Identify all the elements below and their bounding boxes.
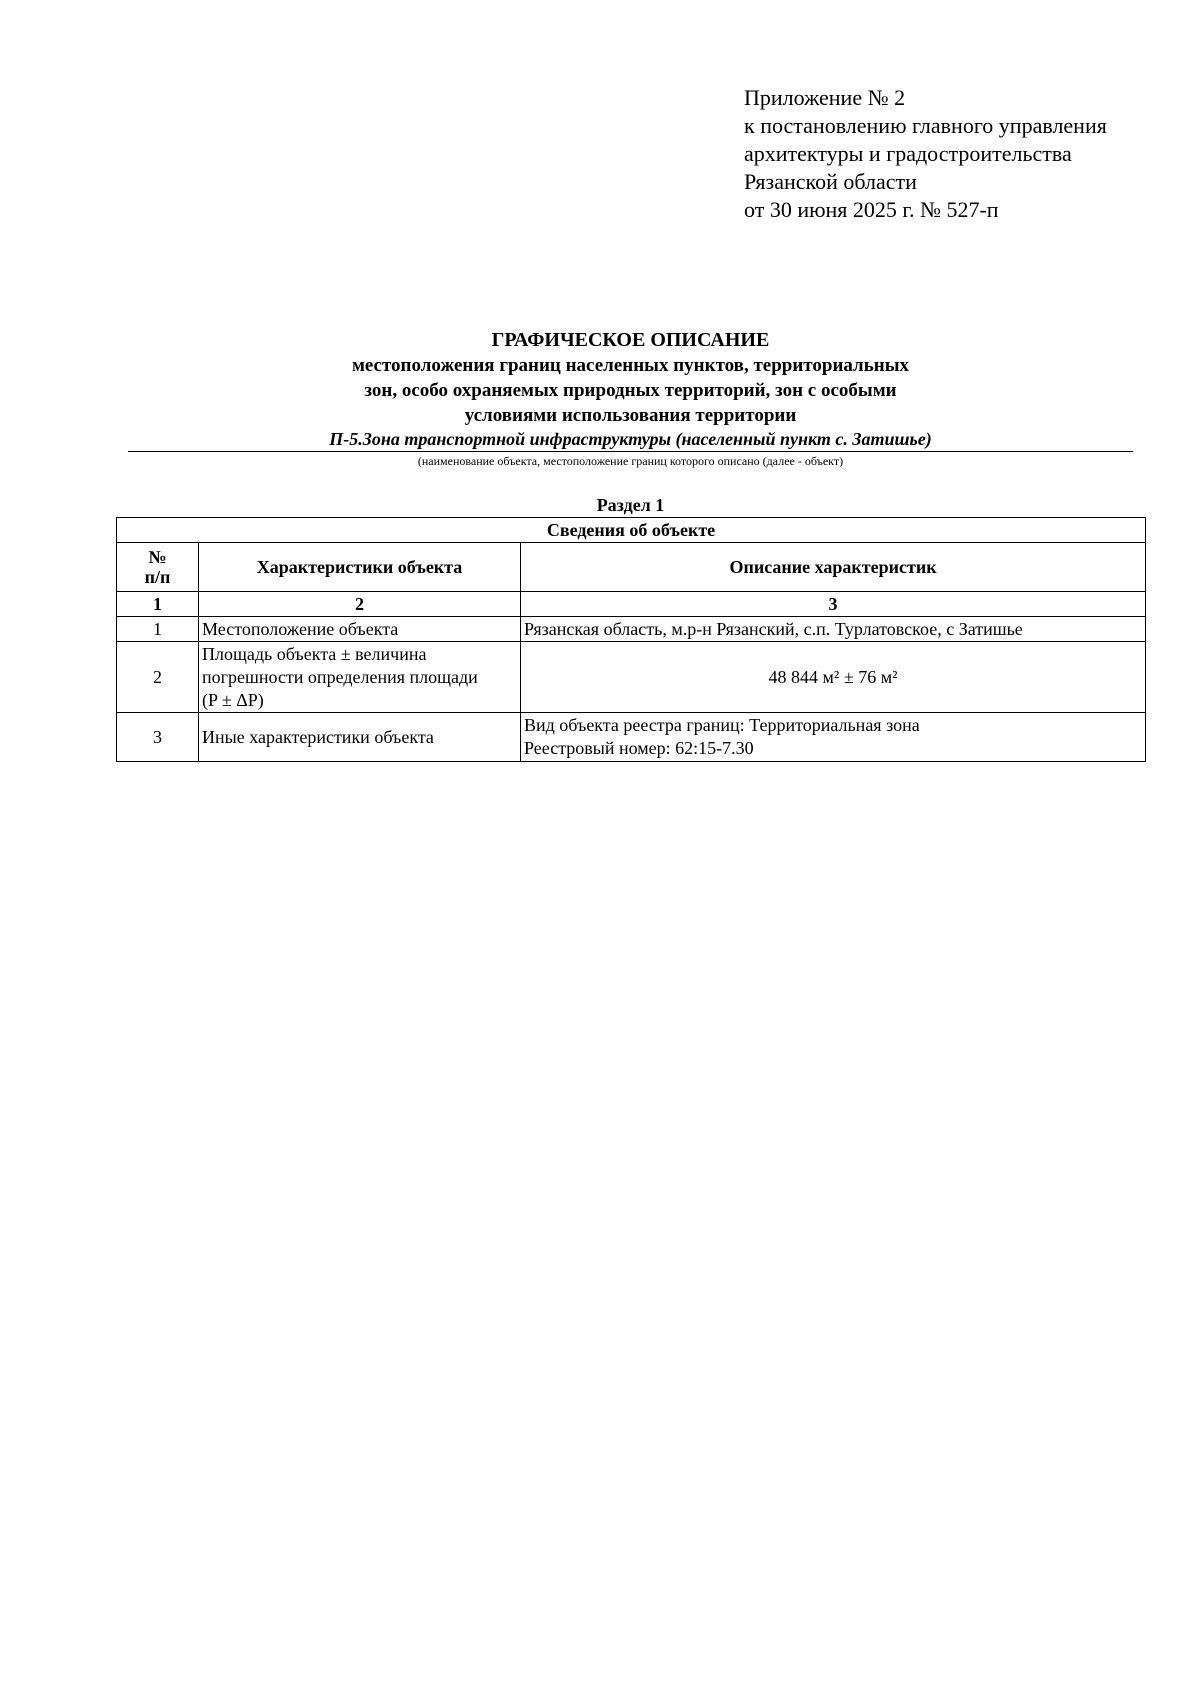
row-characteristic: Иные характеристики объекта (199, 713, 521, 762)
header-num-line: п/п (144, 567, 171, 587)
appendix-line: Приложение № 2 (744, 85, 906, 110)
row-num: 1 (117, 617, 199, 642)
column-number: 3 (521, 592, 1146, 617)
table-row (117, 642, 1146, 713)
object-name: П-5.Зона транспортной инфраструктуры (населенный пункт с. Затишье) (128, 428, 1133, 452)
row-description: 48 844 м² ± 76 м² (521, 642, 1146, 713)
appendix-line: от 30 июня 2025 г. № 527-п (744, 197, 999, 222)
document-subtitle-line: местоположения границ населенных пунктов, территориальных (351, 355, 910, 376)
document-subtitle-line: зон, особо охраняемых природных территорий, зон с особыми (364, 380, 897, 401)
object-name-caption: (наименование объекта, местоположение границ которого описано (далее - объект) (417, 454, 844, 468)
row-characteristic-line: погрешности определения площади (202, 666, 478, 687)
section-title: Раздел 1 (596, 495, 665, 515)
header-description: Описание характеристик (521, 543, 1146, 592)
table-caption: Сведения об объекте (117, 518, 1146, 543)
row-num: 3 (117, 713, 199, 762)
header-num (117, 543, 199, 592)
appendix-line: к постановлению главного управления (744, 113, 1107, 138)
table-row (117, 713, 1146, 762)
table-caption-row (117, 518, 1146, 543)
column-number: 1 (117, 592, 199, 617)
appendix-header (744, 84, 1107, 224)
appendix-line: архитектуры и градостроительства (744, 141, 1072, 166)
row-description-line: Вид объекта реестра границ: Территориальная зона (524, 715, 920, 735)
appendix-line: Рязанской области (744, 169, 917, 194)
column-number: 2 (199, 592, 521, 617)
header-num-line: № (148, 547, 167, 567)
row-description (521, 713, 1146, 762)
header-characteristics: Характеристики объекта (199, 543, 521, 592)
row-description: Рязанская область, м.р-н Рязанский, с.п. Турлатовское, с Затишье (521, 617, 1146, 642)
document-title: ГРАФИЧЕСКОЕ ОПИСАНИЕ (491, 329, 770, 351)
title-block (128, 328, 1133, 469)
row-characteristic: Местоположение объекта (199, 617, 521, 642)
table-row (117, 617, 1146, 642)
row-description-line: Реестровый номер: 62:15-7.30 (524, 738, 754, 758)
object-info-table (116, 517, 1146, 762)
column-numbers-row (117, 592, 1146, 617)
row-characteristic (199, 642, 521, 713)
table-header-row (117, 543, 1146, 592)
row-num: 2 (117, 642, 199, 713)
row-characteristic-line: Площадь объекта ± величина (202, 643, 427, 664)
document-subtitle-line: условиями использования территории (464, 405, 797, 426)
row-characteristic-line: (P ± ΔP) (202, 689, 264, 710)
